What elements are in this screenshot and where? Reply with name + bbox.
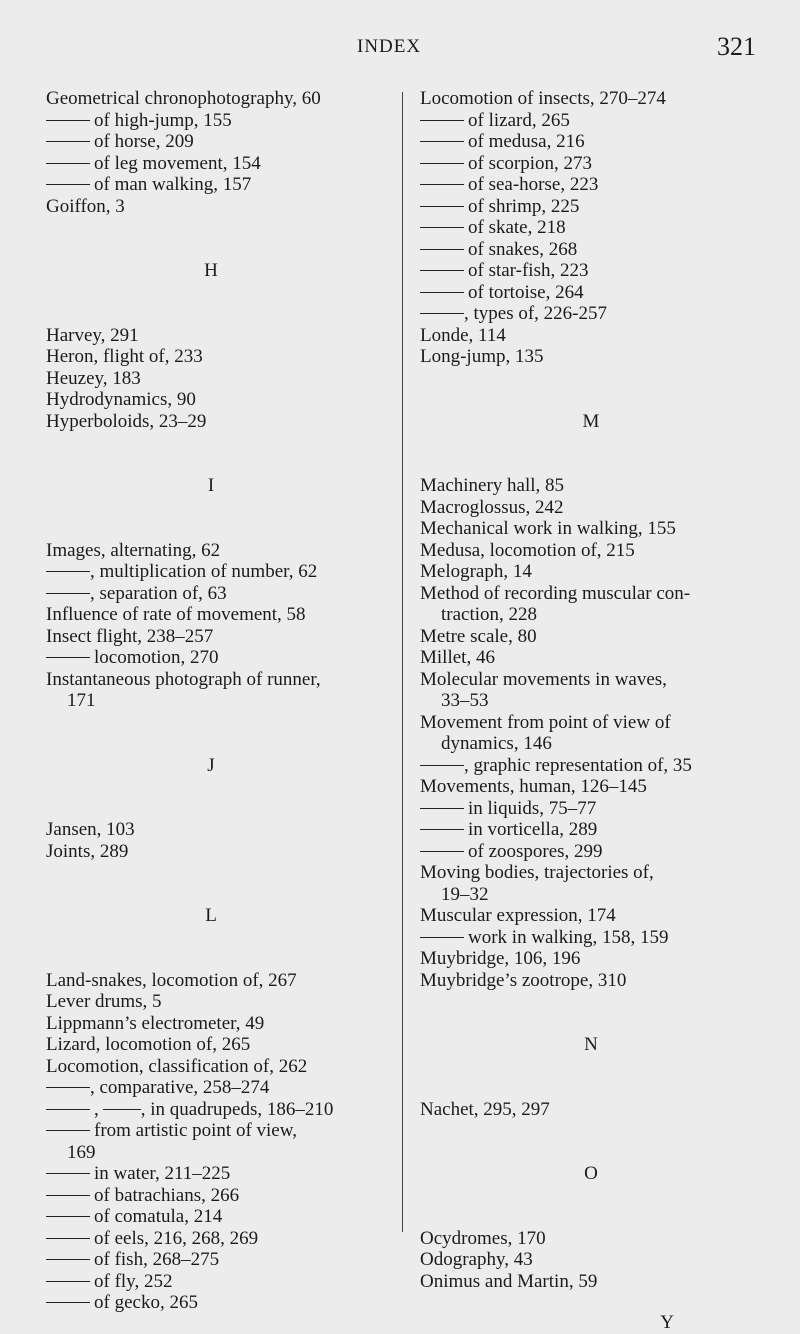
index-subentry — [420, 755, 764, 777]
repeat-dash — [46, 1281, 90, 1282]
index-subentry — [46, 110, 384, 132]
entry-text: of scorpion, 273 — [468, 152, 593, 174]
repeat-dash — [420, 184, 464, 185]
entry-continuation: 171 — [67, 690, 96, 711]
index-entry — [420, 583, 764, 626]
entry-text: of man walking, 157 — [94, 174, 252, 195]
entry-text: Hyperboloids, 23–29 — [46, 410, 207, 432]
index-entry — [420, 561, 764, 583]
entry-text: Ocydromes, 170 — [420, 1227, 546, 1249]
entry-text: of sea-horse, 223 — [468, 174, 599, 195]
repeat-dash — [420, 206, 464, 207]
entry-text: in vorticella, 289 — [468, 819, 598, 840]
index-subentry — [46, 647, 384, 669]
entry-text: of high-jump, 155 — [94, 109, 232, 131]
index-subentry — [420, 303, 764, 325]
entry-text: of skate, 218 — [468, 217, 566, 238]
index-entry — [420, 862, 764, 905]
entry-text: of horse, 209 — [94, 131, 194, 152]
index-subentry — [46, 153, 384, 175]
entry-text: Metre scale, 80 — [420, 625, 537, 647]
index-subentry — [46, 1228, 384, 1250]
entry-text: Images, alternating, 62 — [46, 539, 221, 561]
index-entry — [420, 905, 764, 927]
entry-text: Land-snakes, locomotion of, 267 — [46, 969, 297, 991]
entry-text: Muscular expression, 174 — [420, 905, 616, 926]
entry-text: Lever drums, 5 — [46, 991, 162, 1012]
entry-text: , types of, 226-257 — [464, 303, 608, 324]
entry-text: Machinery hall, 85 — [420, 475, 565, 496]
index-subentry — [46, 174, 384, 196]
index-entry — [46, 669, 384, 712]
index-entry — [420, 475, 764, 497]
entry-text: in liquids, 75–77 — [468, 797, 597, 819]
index-subentry — [420, 282, 764, 304]
index-entry — [46, 1013, 384, 1035]
index-entry — [420, 88, 764, 110]
index-entry — [420, 647, 764, 669]
index-subentry — [46, 1292, 384, 1314]
entry-text: Locomotion of insects, 270–274 — [420, 88, 666, 109]
entry-text: Molecular movements in waves, — [420, 668, 667, 690]
section-letter: J — [207, 754, 215, 776]
entry-text: Instantaneous photograph of runner, — [46, 668, 321, 690]
entry-text: , in quadrupeds, 186–210 — [140, 1098, 334, 1120]
entry-text: of shrimp, 225 — [468, 195, 580, 217]
entry-text: Hydrodynamics, 90 — [46, 389, 196, 410]
index-entry — [420, 712, 764, 755]
entry-text: of fly, 252 — [94, 1270, 173, 1292]
index-entry — [46, 626, 384, 648]
repeat-dash — [46, 1087, 90, 1088]
repeat-dash — [46, 1173, 90, 1174]
entry-text: of leg movement, 154 — [94, 152, 261, 174]
index-entry — [46, 346, 384, 368]
repeat-dash — [420, 313, 464, 314]
repeat-dash — [46, 163, 90, 164]
index-subentry — [420, 217, 764, 239]
index-subentry — [420, 196, 764, 218]
entry-text: , graphic representation of, 35 — [464, 754, 692, 776]
entry-text: Londe, 114 — [420, 324, 506, 346]
index-entry — [420, 540, 764, 562]
index-subentry — [46, 1206, 384, 1228]
index-entry — [420, 626, 764, 648]
index-entry — [420, 497, 764, 519]
index-entry — [420, 518, 764, 540]
index-subentry — [420, 153, 764, 175]
section-letter: H — [204, 260, 218, 281]
repeat-dash — [420, 829, 464, 830]
entry-text: of fish, 268–275 — [94, 1249, 220, 1270]
index-subentry — [46, 1077, 384, 1099]
repeat-dash — [46, 1259, 90, 1260]
repeat-dash — [46, 657, 90, 658]
index-subentry — [420, 131, 764, 153]
section-letter: M — [582, 410, 600, 432]
index-subentry — [46, 1185, 384, 1207]
section-letter: N — [584, 1034, 598, 1055]
index-subentry — [46, 131, 384, 153]
entry-text: Lizard, locomotion of, 265 — [46, 1034, 251, 1055]
repeat-dash — [46, 571, 90, 572]
entry-text: , separation of, 63 — [90, 582, 227, 604]
index-entry — [420, 1271, 764, 1293]
entry-text: Moving bodies, trajectories of, — [420, 862, 654, 883]
repeat-dash — [103, 1109, 141, 1110]
repeat-dash — [420, 227, 464, 228]
index-entry — [46, 196, 384, 218]
entry-text: , comparative, 258–274 — [90, 1077, 270, 1098]
repeat-dash — [46, 1238, 90, 1239]
entry-continuation: 33–53 — [441, 690, 489, 711]
entry-text: of eels, 216, 268, 269 — [94, 1227, 259, 1249]
index-entry — [46, 841, 384, 863]
index-entry — [420, 776, 764, 798]
entry-text: of batrachians, 266 — [94, 1184, 240, 1206]
repeat-dash — [46, 120, 90, 121]
index-subentry — [420, 110, 764, 132]
section-letter: I — [207, 475, 215, 496]
section-letter: O — [584, 1163, 598, 1184]
entry-text: work in walking, 158, 159 — [468, 926, 669, 948]
entry-text: Goiffon, 3 — [46, 195, 125, 217]
repeat-dash — [46, 1109, 90, 1110]
index-entry — [46, 540, 384, 562]
repeat-dash — [46, 184, 90, 185]
entry-text: Lippmann’s electrometer, 49 — [46, 1012, 265, 1034]
index-entry — [420, 669, 764, 712]
entry-text: Heuzey, 183 — [46, 367, 141, 389]
index-entry — [46, 1034, 384, 1056]
index-subentry — [420, 819, 764, 841]
index-subentry — [46, 1099, 384, 1121]
repeat-dash — [420, 270, 464, 271]
index-entry — [46, 970, 384, 992]
index-entry — [420, 1228, 764, 1250]
repeat-dash — [420, 765, 464, 766]
entry-text: Nachet, 295, 297 — [420, 1098, 550, 1120]
index-entry — [46, 88, 384, 110]
index-subentry — [420, 927, 764, 949]
repeat-dash — [46, 1216, 90, 1217]
repeat-dash — [46, 1130, 90, 1131]
entry-text: in water, 211–225 — [94, 1163, 231, 1184]
entry-text: of lizard, 265 — [468, 109, 570, 131]
index-subentry — [420, 239, 764, 261]
entry-text: of zoospores, 299 — [468, 840, 603, 862]
index-entry — [46, 604, 384, 626]
repeat-dash — [46, 141, 90, 142]
repeat-dash — [420, 249, 464, 250]
column-divider — [402, 92, 403, 1232]
index-entry — [46, 325, 384, 347]
entry-text: Movements, human, 126–145 — [420, 776, 647, 797]
index-subentry — [420, 174, 764, 196]
repeat-dash — [420, 937, 464, 938]
section-letter: L — [205, 905, 217, 926]
index-entry — [420, 970, 764, 992]
index-subentry — [46, 1249, 384, 1271]
dash-comma: , — [94, 1098, 99, 1120]
entry-text: , multiplication of number, 62 — [90, 561, 318, 582]
index-entry — [420, 1099, 764, 1121]
index-subentry — [420, 260, 764, 282]
index-entry — [46, 368, 384, 390]
index-entry — [46, 819, 384, 841]
index-subentry — [46, 1271, 384, 1293]
repeat-dash — [46, 1302, 90, 1303]
index-entry — [46, 411, 384, 433]
index-subentry — [46, 1120, 384, 1163]
repeat-dash — [46, 1195, 90, 1196]
entry-text: Geometrical chronophotography, 60 — [46, 88, 321, 109]
entry-continuation: 19–32 — [441, 883, 489, 905]
entry-continuation: 169 — [67, 1141, 96, 1163]
entry-text: of star-fish, 223 — [468, 260, 589, 281]
entry-text: from artistic point of view, — [94, 1120, 297, 1141]
entry-text: Medusa, locomotion of, 215 — [420, 539, 635, 561]
entry-text: Heron, flight of, 233 — [46, 346, 203, 367]
index-entry — [420, 1249, 764, 1271]
entry-text: of medusa, 216 — [468, 131, 585, 152]
entry-text: Influence of rate of movement, 58 — [46, 604, 306, 625]
entry-text: Muybridge’s zootrope, 310 — [420, 969, 627, 991]
repeat-dash — [420, 851, 464, 852]
entry-text: Harvey, 291 — [46, 324, 139, 346]
entry-continuation: dynamics, 146 — [441, 733, 552, 754]
entry-text: of gecko, 265 — [94, 1292, 198, 1313]
index-subentry — [420, 841, 764, 863]
repeat-dash — [420, 120, 464, 121]
repeat-dash — [420, 808, 464, 809]
entry-text: locomotion, 270 — [94, 647, 219, 668]
index-entry — [420, 948, 764, 970]
entry-text: Method of recording muscular con- — [420, 582, 691, 604]
entry-text: Movement from point of view of — [420, 711, 671, 733]
entry-text: Locomotion, classification of, 262 — [46, 1055, 308, 1077]
page-number: 321 — [717, 32, 756, 61]
entry-text: of comatula, 214 — [94, 1206, 223, 1227]
entry-text: of snakes, 268 — [468, 238, 578, 260]
index-entry — [46, 1056, 384, 1078]
index-entry — [420, 346, 764, 368]
entry-text: Odography, 43 — [420, 1249, 533, 1270]
index-subentry — [46, 561, 384, 583]
index-entry — [46, 389, 384, 411]
entry-text: Onimus and Martin, 59 — [420, 1270, 598, 1292]
index-column-left — [46, 88, 384, 1314]
page-header — [0, 32, 800, 66]
entry-text: Millet, 46 — [420, 647, 495, 668]
running-title: INDEX — [357, 36, 422, 57]
entry-text: Joints, 289 — [46, 840, 129, 862]
repeat-dash — [420, 163, 464, 164]
index-entry — [420, 325, 764, 347]
repeat-dash — [420, 141, 464, 142]
entry-text: Melograph, 14 — [420, 561, 532, 582]
entry-text: Macroglossus, 242 — [420, 496, 564, 518]
entry-continuation: traction, 228 — [441, 604, 538, 625]
repeat-dash — [420, 292, 464, 293]
entry-text: Insect flight, 238–257 — [46, 625, 214, 647]
index-subentry — [46, 1163, 384, 1185]
entry-text: of tortoise, 264 — [468, 281, 584, 303]
index-column-right — [420, 88, 764, 1334]
entry-text: Muybridge, 106, 196 — [420, 948, 581, 969]
entry-text: Mechanical work in walking, 155 — [420, 518, 676, 539]
entry-text: Long-jump, 135 — [420, 346, 544, 367]
entry-text: Jansen, 103 — [46, 819, 135, 840]
repeat-dash — [46, 593, 90, 594]
index-entry — [46, 991, 384, 1013]
index-subentry — [420, 798, 764, 820]
section-letter: Y — [660, 1312, 674, 1333]
index-subentry — [46, 583, 384, 605]
